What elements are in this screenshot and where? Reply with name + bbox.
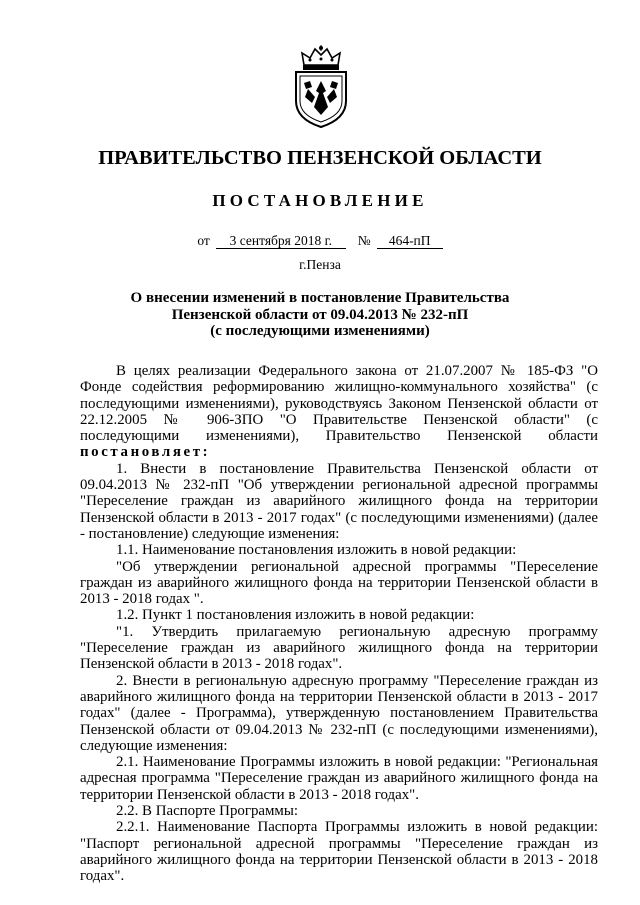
document-subject [80, 290, 560, 340]
paragraph: 2.2. В Паспорте Программы: [116, 803, 298, 820]
document-date: 3 сентября 2018 г. [216, 233, 346, 249]
paragraph: "1. Утвердить прилагаемую региональную адресную программу "Переселение граждан из аварийного жилищного фонда на территории Пензенской области в 2013 - 2018 годах". [80, 623, 598, 673]
coat-of-arms-icon [290, 45, 352, 129]
date-prefix: от [197, 233, 210, 248]
paragraph: 1.1. Наименование постановления изложить в новой редакции: [116, 542, 517, 559]
paragraph: "Об утверждении региональной адресной программы "Переселение граждан из аварийного жилищного фонда на территории Пензенской области в 2013 - 2018 годах ". [80, 558, 598, 608]
city: г.Пенза [299, 257, 341, 272]
subject-line: О внесении изменений в постановление Правительства [130, 290, 510, 306]
paragraph: 2.1. Наименование Программы изложить в новой редакции: "Региональная адресная программа "Переселение граждан из аварийного жилищного фонда на территории Пензенской области в 2013 - 2018 годах". [80, 754, 598, 803]
paragraph: 2. Внести в региональную адресную программу "Переселение граждан из аварийного жилищного фонда на территории Пензенской области в 2013 - 2017 годах" (далее - Программа), утвержденную постановлением Правительства Пензенской области от 09.04.2013 № 232-пП (с последующими изменениями), следующие изменения: [80, 672, 598, 754]
document-body [80, 363, 598, 885]
government-name: ПРАВИТЕЛЬСТВО ПЕНЗЕНСКОЙ ОБЛАСТИ [98, 147, 542, 169]
document-type: ПОСТАНОВЛЕНИЕ [212, 191, 428, 210]
date-number-line [0, 233, 640, 249]
resolution-keyword: постановляет: [80, 444, 211, 461]
paragraph: 2.2.1. Наименование Паспорта Программы изложить в новой редакции: "Паспорт региональной адресной программы "Переселение граждан из аварийного жилищного фонда на территории Пензенской области в 2013 - 2018 годах". [80, 819, 598, 885]
subject-line: (с последующими изменениями) [210, 323, 430, 339]
paragraph: 1.2. Пункт 1 постановления изложить в новой редакции: [116, 607, 475, 624]
number-prefix: № [357, 233, 371, 248]
paragraph [80, 363, 598, 461]
document-number: 464-пП [377, 233, 443, 249]
subject-line: Пензенской области от 09.04.2013 № 232-пП [171, 306, 469, 323]
paragraph: 1. Внести в постановление Правительства Пензенской области от 09.04.2013 № 232-пП "Об утверждении региональной адресной программы "Переселение граждан из аварийного жилищного фонда на территории Пензенской области в 2013 - 2017 годах" (с последующими изменениями) (далее - постановление) следующие изменения: [80, 460, 598, 542]
paragraph-text: В целях реализации Федерального закона от 21.07.2007 № 185-ФЗ "О Фонде содействия реформированию жилищно-коммунального хозяйства" (с последующими изменениями), руководствуясь Законом Пензенской области от 22.12.2005 № 906-ЗПО "О Правительстве Пензенской области" (с последующими изменениями), Правительство Пензенской области [80, 363, 598, 445]
